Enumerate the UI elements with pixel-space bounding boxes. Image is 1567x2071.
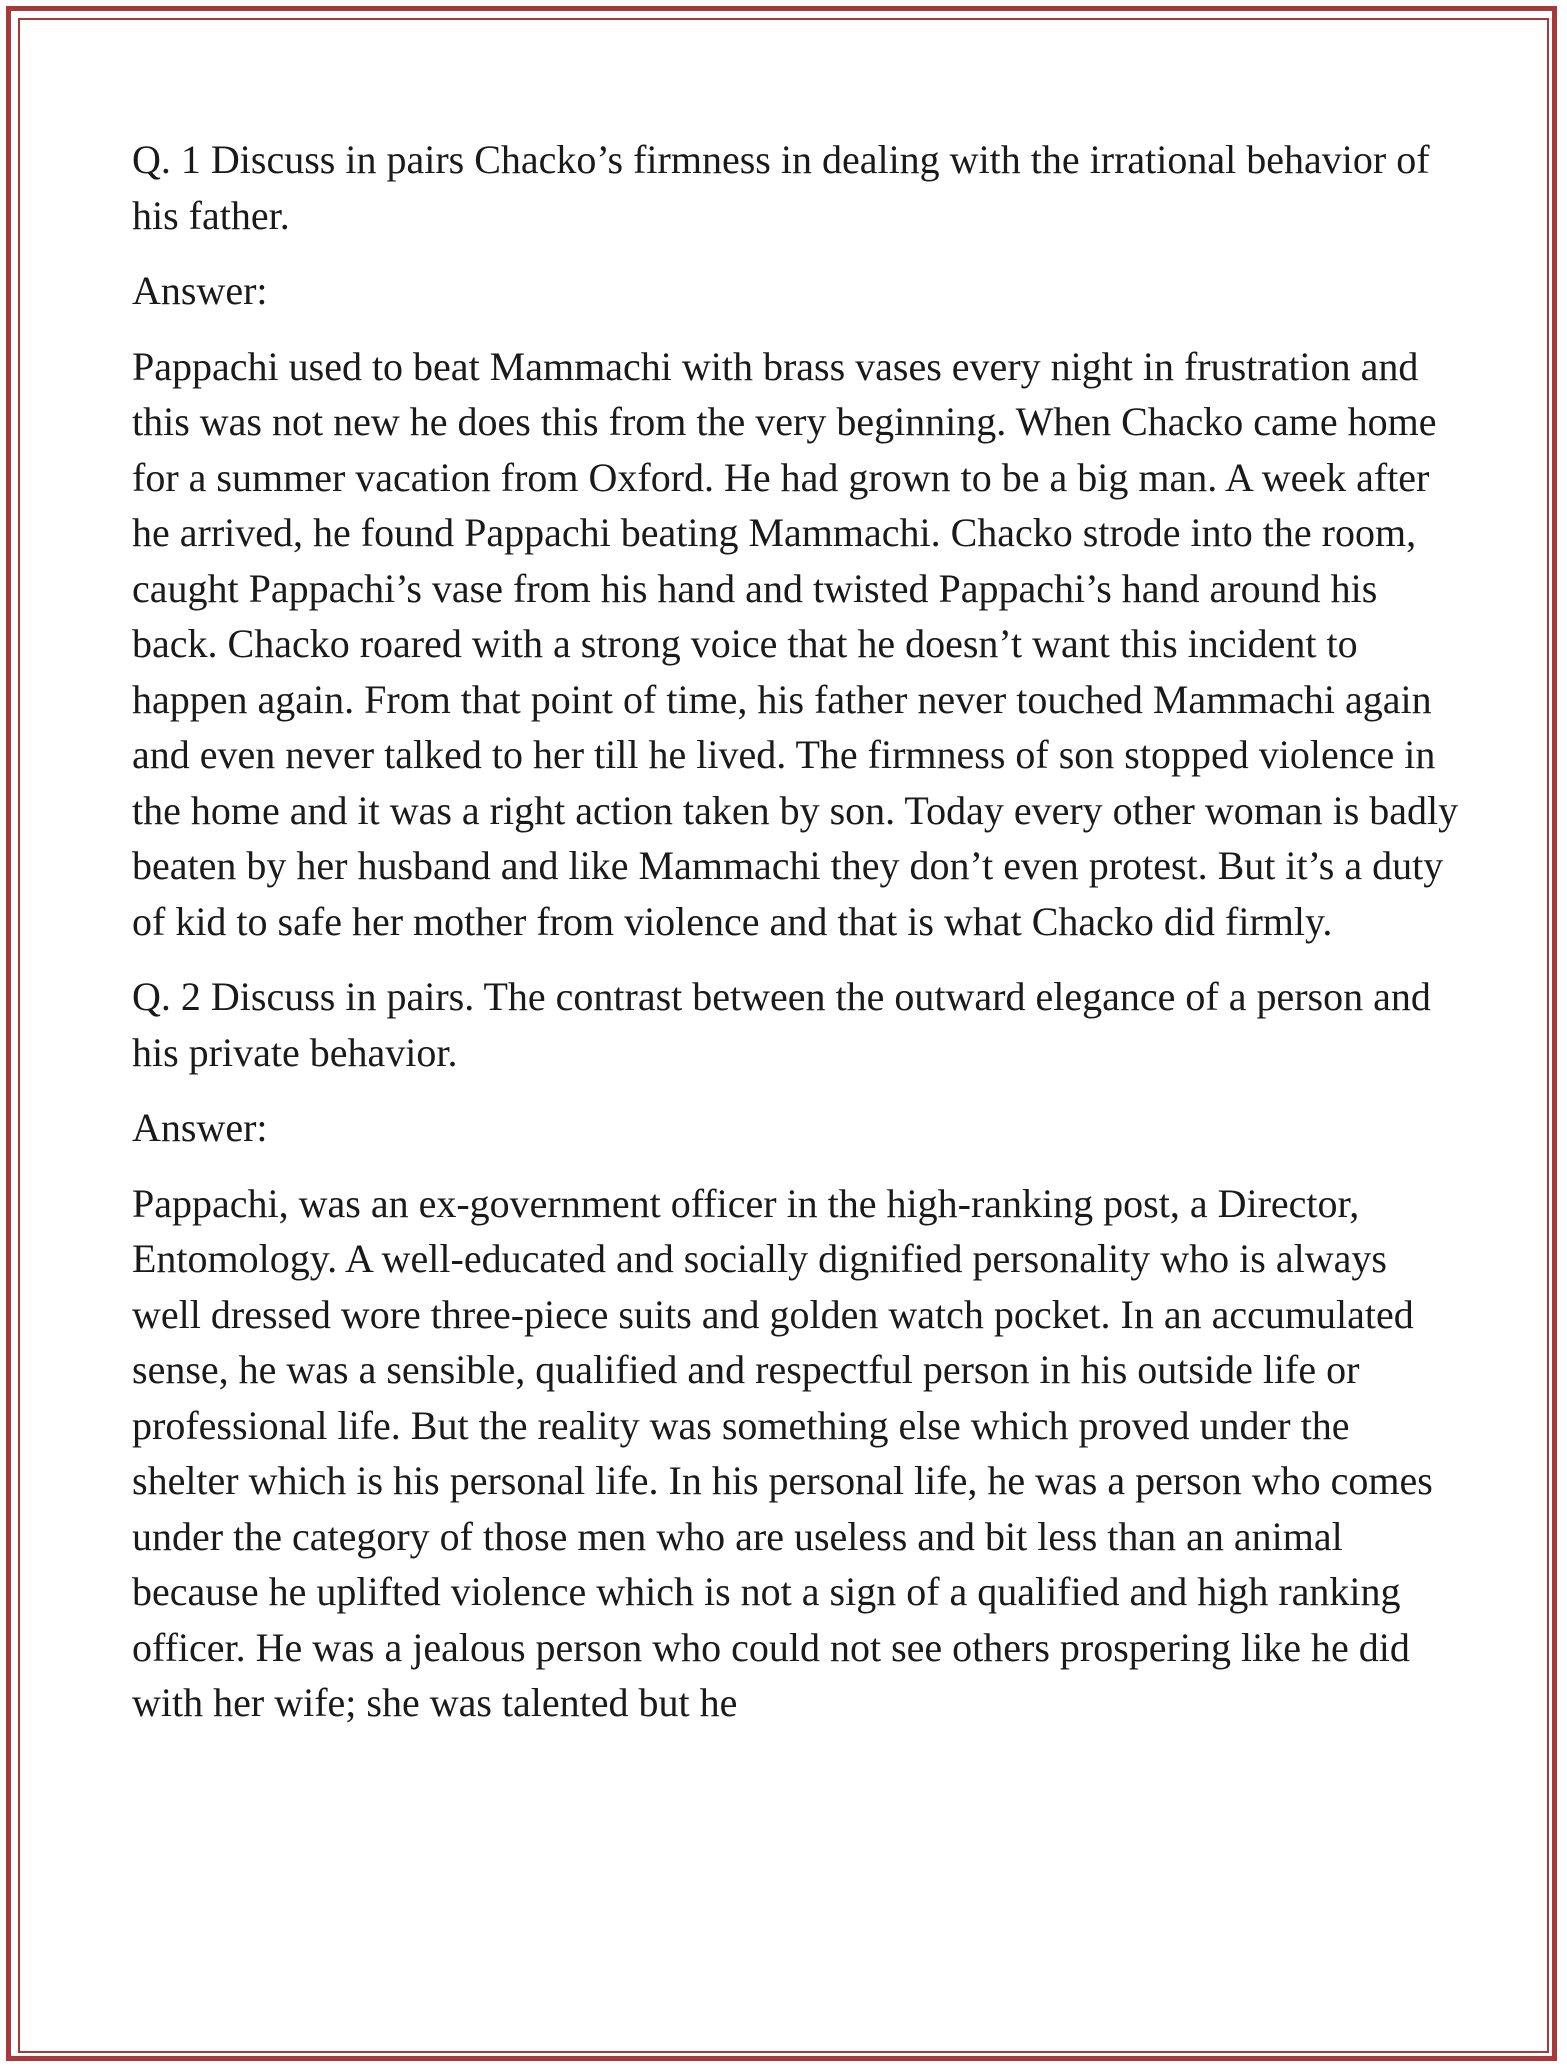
document-body — [132, 132, 1462, 1731]
question-2: Q. 2 Discuss in pairs. The contrast between the outward elegance of a person and his private behavior. — [132, 974, 1431, 1075]
answer-2-label: Answer: — [132, 1105, 268, 1150]
answer-2-text: Pappachi, was an ex-government officer in the high-ranking post, a Director, Entomology. A well-educated and socially dignified personality who is always well dressed wore three-piece suits and golden watch pocket. In an accumulated sense, he was a sensible, qualified and respectful person in his outside life or professional life. But the reality was something else which proved under the shelter which is his personal life. In his personal life, he was a person who comes under the category of those men who are useless and bit less than an animal because he uplifted violence which is not a sign of a qualified and high ranking officer. He was a jealous person who could not see others prospering like he did with her wife; she was talented but he — [132, 1180, 1433, 1725]
answer-1-text: Pappachi used to beat Mammachi with brass vases every night in frustration and this was not new he does this from the very beginning. When Chacko came home for a summer vacation from Oxford. He had grown to be a big man. A week after he arrived, he found Pappachi beating Mammachi. Chacko strode into the room, caught Pappachi’s vase from his hand and twisted Pappachi’s hand around his back. Chacko roared with a strong voice that he doesn’t want this incident to happen again. From that point of time, his father never touched Mammachi again and even never talked to her till he lived. The firmness of son stopped violence in the home and it was a right action taken by son. Today every other woman is badly beaten by her husband and like Mammachi they don’t even protest. But it’s a duty of kid to safe her mother from violence and that is what Chacko did firmly. — [132, 343, 1459, 944]
question-1: Q. 1 Discuss in pairs Chacko’s firmness in dealing with the irrational behavior of his father. — [132, 137, 1430, 238]
answer-1-label: Answer: — [132, 268, 268, 313]
